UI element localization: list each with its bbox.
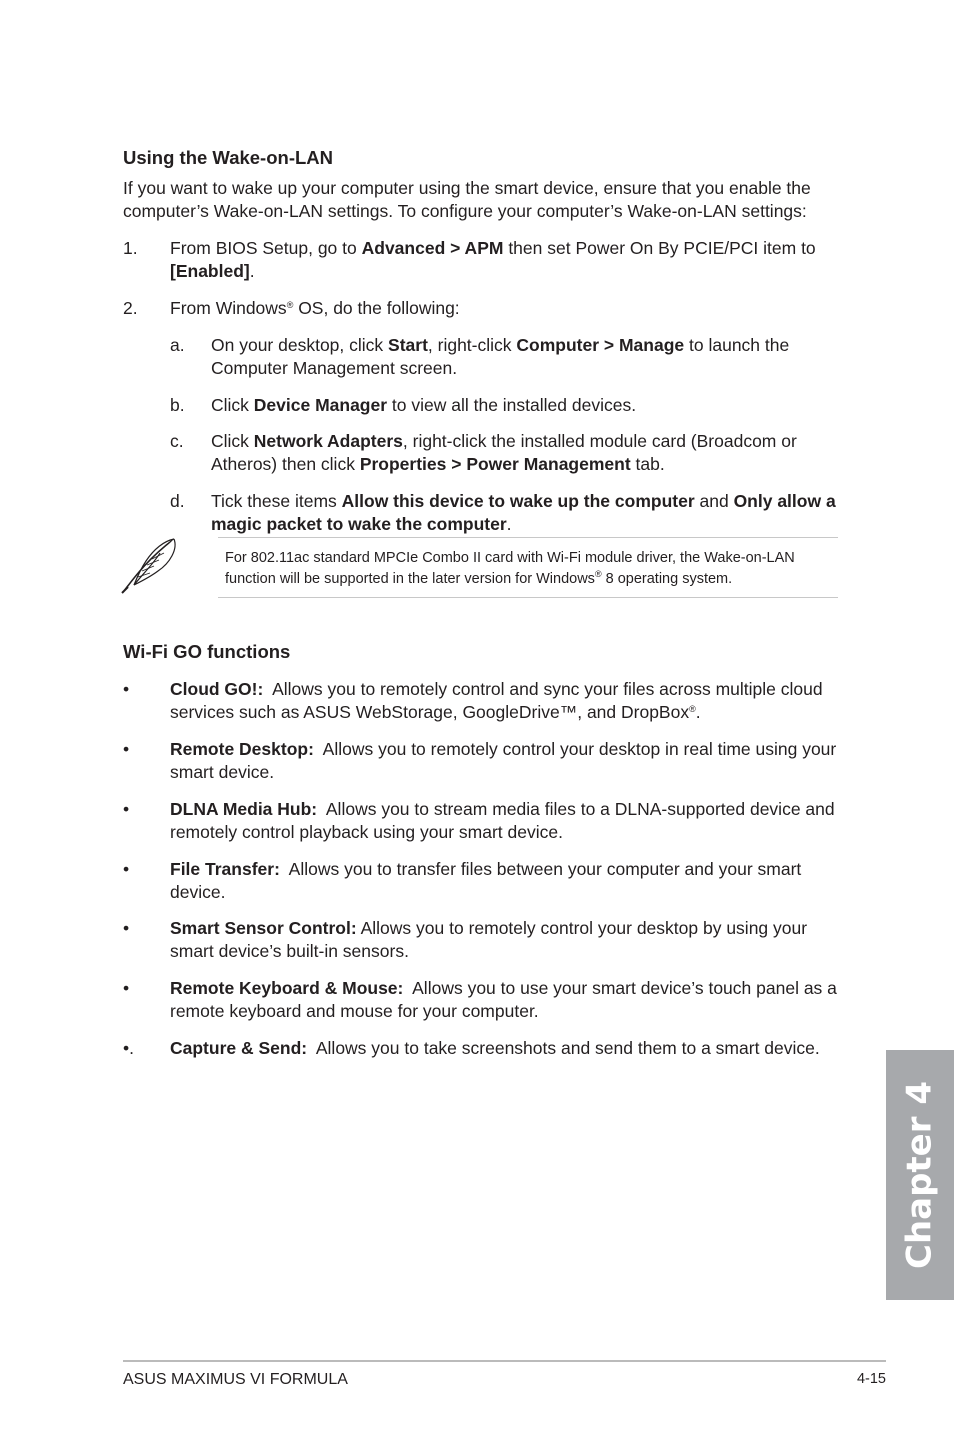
wifi-go-feature-item bbox=[170, 798, 840, 844]
feature-description: Allows you to stream media files to a DLNA-supported device and remotely control playback using your smart device. bbox=[170, 799, 840, 842]
chapter-tab-label: Chapter 4 bbox=[899, 1080, 940, 1270]
step-number: 1. bbox=[123, 238, 138, 258]
bullet-marker: • bbox=[123, 799, 130, 819]
feather-pen-icon bbox=[120, 535, 182, 595]
substep-c-text: Click Network Adapters, right-click the installed module card (Broadcom or Atheros) then click Properties > Power Management tab. bbox=[211, 431, 797, 474]
feature-description: Allows you to use your smart device’s touch panel as a remote keyboard and mouse for your computer. bbox=[170, 978, 842, 1021]
bullet-marker: • bbox=[123, 978, 130, 998]
wifi-go-feature-item bbox=[170, 738, 840, 784]
note-bottom-rule bbox=[218, 597, 838, 598]
chapter-tab bbox=[886, 1050, 954, 1300]
feature-label: Remote Keyboard & Mouse: bbox=[170, 978, 404, 998]
footer-title: ASUS MAXIMUS VI FORMULA bbox=[123, 1371, 348, 1388]
feature-label: Cloud GO!: bbox=[170, 679, 264, 699]
substep-label: d. bbox=[170, 491, 185, 511]
note-text: For 802.11ac standard MPCIe Combo II card with Wi-Fi module driver, the Wake-on-LAN function will be supported in the later version for Windows® 8 operating system. bbox=[225, 550, 795, 587]
footer-rule bbox=[123, 1360, 886, 1362]
feature-label: Capture & Send: bbox=[170, 1038, 308, 1058]
wifi-go-feature-item: Cloud GO!: Allows you to remotely control and sync your files across multiple cloud services such as ASUS WebStorage, GoogleDrive™, and DropBox®. bbox=[170, 679, 828, 722]
substep-label: c. bbox=[170, 431, 184, 451]
intro-paragraph: If you want to wake up your computer using the smart device, ensure that you enable the computer’s Wake-on-LAN settings. To configure your computer’s Wake-on-LAN settings: bbox=[123, 178, 811, 221]
note-top-rule bbox=[218, 537, 838, 538]
feature-label: DLNA Media Hub: bbox=[170, 799, 318, 819]
wifi-go-feature-item bbox=[170, 858, 840, 904]
bullet-marker: •. bbox=[123, 1038, 134, 1058]
substep-b-text: Click Device Manager to view all the installed devices. bbox=[211, 395, 637, 415]
feature-description: Allows you to transfer files between your computer and your smart device. bbox=[170, 859, 807, 902]
section-heading-wake-on-lan: Using the Wake-on-LAN bbox=[123, 147, 334, 168]
feature-description: Allows you to remotely control your desktop in real time using your smart device. bbox=[170, 739, 842, 782]
step-1-text: From BIOS Setup, go to Advanced > APM then set Power On By PCIE/PCI item to [Enabled]. bbox=[170, 238, 816, 281]
bullet-marker: • bbox=[123, 918, 130, 938]
bullet-marker: • bbox=[123, 679, 130, 699]
substep-d-text: Tick these items Allow this device to wake up the computer and Only allow a magic packet to wake the computer. bbox=[211, 491, 836, 534]
section-heading-wifi-go: Wi-Fi GO functions bbox=[123, 641, 291, 662]
wifi-go-feature-item bbox=[170, 977, 840, 1023]
wifi-go-feature-item bbox=[170, 1037, 840, 1060]
feature-description: Allows you to remotely control and sync your files across multiple cloud services such as ASUS WebStorage, GoogleDrive™, and DropBox bbox=[170, 679, 828, 722]
feature-label: Remote Desktop: bbox=[170, 739, 314, 759]
feature-label: File Transfer: bbox=[170, 859, 280, 879]
feature-description: Allows you to take screenshots and send them to a smart device. bbox=[307, 1038, 820, 1058]
substep-label: b. bbox=[170, 395, 185, 415]
wifi-go-feature-item bbox=[170, 917, 840, 963]
feature-description: Allows you to remotely control your desktop by using your smart device’s built-in sensors. bbox=[170, 918, 812, 961]
bullet-marker: • bbox=[123, 859, 130, 879]
step-number: 2. bbox=[123, 298, 138, 318]
page-number: 4-15 bbox=[856, 1371, 886, 1387]
bullet-marker: • bbox=[123, 739, 130, 759]
substep-label: a. bbox=[170, 335, 185, 355]
step-2-text: From Windows® OS, do the following: bbox=[170, 298, 460, 318]
substep-a-text: On your desktop, click Start, right-click Computer > Manage to launch the Computer Management screen. bbox=[211, 335, 790, 378]
feature-label: Smart Sensor Control: bbox=[170, 918, 357, 938]
